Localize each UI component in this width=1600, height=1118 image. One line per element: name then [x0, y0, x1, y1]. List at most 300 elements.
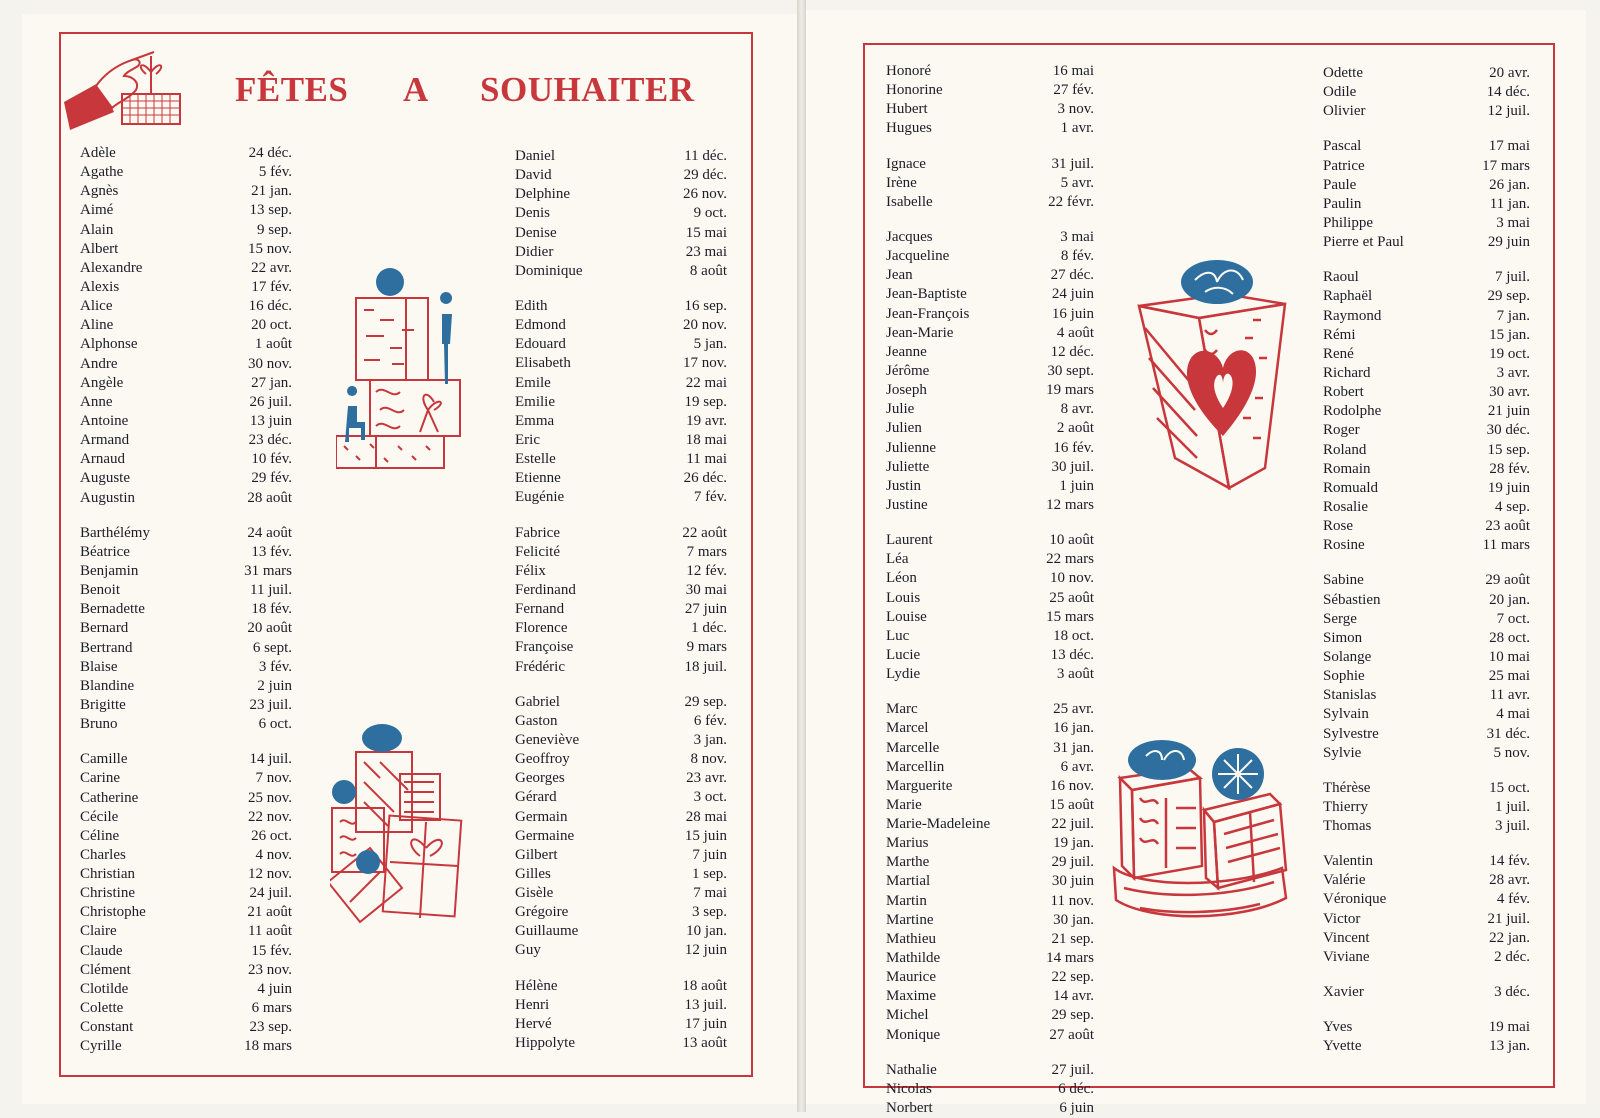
feast-date: 18 mars — [244, 1038, 292, 1055]
name-day-entry — [80, 696, 292, 715]
feast-date: 13 fév. — [251, 543, 292, 560]
name-day-entry — [1323, 779, 1530, 798]
feast-date: 19 juin — [1487, 479, 1530, 496]
name-day-entry — [515, 600, 727, 619]
feast-date: 15 mai — [685, 224, 727, 241]
name-day-entry — [515, 335, 727, 354]
feast-date: 4 fév. — [1496, 891, 1530, 908]
feast-date: 24 juin — [1051, 286, 1094, 303]
first-name: Auguste — [80, 470, 130, 487]
name-day-entry — [886, 458, 1094, 477]
first-name: Rosalie — [1323, 498, 1368, 515]
feast-date: 27 jan. — [251, 374, 292, 391]
name-day-entry — [1323, 176, 1530, 195]
name-day-entry — [80, 715, 292, 734]
feast-date: 31 déc. — [1486, 725, 1530, 742]
feast-date: 23 sep. — [249, 1019, 292, 1036]
first-name: Sophie — [1323, 668, 1365, 685]
name-day-entry — [886, 987, 1094, 1006]
feast-date: 22 avr. — [251, 259, 292, 276]
feast-date: 7 jan. — [1496, 307, 1530, 324]
first-name: Nicolas — [886, 1080, 932, 1097]
feast-date: 28 oct. — [1489, 629, 1530, 646]
name-day-entry — [886, 81, 1094, 100]
name-day-entry — [80, 450, 292, 469]
name-day-entry — [515, 374, 727, 393]
feast-date: 2 juin — [257, 677, 292, 694]
first-name: Solange — [1323, 648, 1372, 665]
first-name: Sabine — [1323, 572, 1364, 589]
name-day-entry — [515, 581, 727, 600]
feast-date: 18 mai — [685, 431, 727, 448]
first-name: Marc — [886, 701, 918, 718]
feast-date: 6 oct. — [258, 716, 292, 733]
first-name: Grégoire — [515, 904, 569, 921]
feast-date: 12 juin — [684, 942, 727, 959]
name-day-entry — [1323, 326, 1530, 345]
first-name: Geneviève — [515, 731, 580, 748]
feast-date: 29 juin — [1487, 234, 1530, 251]
first-name: Julien — [886, 420, 922, 437]
first-name: Thomas — [1323, 818, 1372, 835]
first-name: Valentin — [1323, 853, 1373, 870]
feast-date: 2 août — [1056, 420, 1094, 437]
first-name: Yvette — [1323, 1038, 1362, 1055]
name-day-entry — [886, 872, 1094, 891]
group-spacer — [1323, 555, 1530, 571]
feast-date: 1 déc. — [691, 620, 727, 637]
first-name: Denise — [515, 224, 557, 241]
first-name: Maurice — [886, 969, 936, 986]
first-name: Cyrille — [80, 1038, 122, 1055]
first-name: Raphaël — [1323, 288, 1373, 305]
group-spacer — [80, 508, 292, 524]
feast-date: 14 mars — [1046, 950, 1094, 967]
feast-date: 7 nov. — [255, 770, 292, 787]
first-name: Agnès — [80, 183, 119, 200]
first-name: Ignace — [886, 155, 926, 172]
first-name: Honorine — [886, 82, 943, 99]
first-name: Etienne — [515, 470, 561, 487]
first-name: Félix — [515, 562, 546, 579]
feast-date: 20 nov. — [682, 317, 727, 334]
first-name: Justine — [886, 496, 928, 513]
name-day-entry — [886, 419, 1094, 438]
name-day-entry — [886, 247, 1094, 266]
name-day-entry — [515, 469, 727, 488]
name-day-entry — [80, 581, 292, 600]
first-name: Jacques — [886, 228, 933, 245]
name-day-entry — [80, 999, 292, 1018]
name-day-entry — [80, 374, 292, 393]
feast-date: 13 juin — [249, 412, 292, 429]
name-day-entry — [1323, 441, 1530, 460]
first-name: Léa — [886, 551, 909, 568]
name-day-entry — [515, 996, 727, 1015]
name-day-entry — [1323, 460, 1530, 479]
feast-date: 30 avr. — [1489, 384, 1530, 401]
name-day-entry — [1323, 536, 1530, 555]
feast-date: 5 nov. — [1493, 744, 1530, 761]
first-name: Victor — [1323, 910, 1361, 927]
name-day-entry — [80, 769, 292, 788]
name-day-entry — [886, 834, 1094, 853]
name-day-entry — [886, 930, 1094, 949]
feast-date: 15 nov. — [247, 240, 292, 257]
feast-date: 3 août — [1056, 666, 1094, 683]
feast-date: 11 nov. — [1050, 892, 1094, 909]
first-name: Albert — [80, 240, 119, 257]
feast-date: 7 fév. — [693, 489, 727, 506]
first-name: Aimé — [80, 202, 114, 219]
name-day-entry — [80, 658, 292, 677]
first-name: Thérèse — [1323, 779, 1371, 796]
name-day-entry — [886, 381, 1094, 400]
first-name: Louis — [886, 589, 921, 606]
feast-date: 21 août — [247, 904, 292, 921]
name-day-entry — [886, 228, 1094, 247]
name-day-entry — [515, 166, 727, 185]
feast-date: 29 sep. — [684, 693, 727, 710]
first-name: Andre — [80, 355, 118, 372]
feast-date: 16 nov. — [1049, 777, 1094, 794]
feast-date: 28 avr. — [1489, 872, 1530, 889]
first-name: Sylvie — [1323, 744, 1362, 761]
first-name: Joseph — [886, 382, 927, 399]
names-column-1 — [80, 144, 292, 1056]
first-name: Lucie — [886, 646, 921, 663]
name-day-entry — [1323, 983, 1530, 1002]
group-spacer — [886, 515, 1094, 531]
name-day-entry — [80, 789, 292, 808]
first-name: Gilbert — [515, 846, 558, 863]
first-name: Marcel — [886, 720, 929, 737]
feast-date: 29 sep. — [1051, 1007, 1094, 1024]
name-day-entry — [80, 524, 292, 543]
gift-boxes-bows-illustration — [1110, 738, 1305, 923]
name-day-entry — [886, 569, 1094, 588]
name-day-entry — [1323, 517, 1530, 536]
first-name: Rosine — [1323, 537, 1365, 554]
feast-date: 22 nov. — [247, 808, 292, 825]
first-name: Sylvain — [1323, 706, 1369, 723]
first-name: Odile — [1323, 84, 1357, 101]
name-day-entry — [80, 750, 292, 769]
name-day-entry — [886, 1080, 1094, 1099]
name-day-entry — [80, 619, 292, 638]
first-name: Julienne — [886, 439, 936, 456]
feast-date: 30 nov. — [247, 355, 292, 372]
name-day-entry — [80, 961, 292, 980]
feast-date: 27 juin — [684, 601, 727, 618]
first-name: Guillaume — [515, 923, 579, 940]
book-spine — [797, 0, 806, 1112]
name-day-entry — [515, 865, 727, 884]
feast-date: 23 déc. — [248, 432, 292, 449]
first-name: Marie-Madeleine — [886, 816, 991, 833]
feast-date: 14 juil. — [249, 751, 292, 768]
name-day-entry — [515, 827, 727, 846]
feast-date: 27 août — [1049, 1026, 1094, 1043]
feast-date: 6 juin — [1059, 1100, 1094, 1117]
name-day-entry — [515, 903, 727, 922]
first-name: Clément — [80, 961, 131, 978]
first-name: Julie — [886, 401, 915, 418]
first-name: Eric — [515, 431, 540, 448]
feast-date: 30 jan. — [1053, 911, 1094, 928]
name-day-entry — [886, 739, 1094, 758]
first-name: Henri — [515, 996, 550, 1013]
name-day-entry — [1323, 852, 1530, 871]
feast-date: 11 mai — [686, 451, 727, 468]
name-day-entry — [80, 278, 292, 297]
first-name: Denis — [515, 205, 550, 222]
feast-date: 7 juil. — [1494, 269, 1530, 286]
first-name: Edith — [515, 297, 548, 314]
feast-date: 30 sept. — [1047, 362, 1094, 379]
first-name: Gabriel — [515, 693, 560, 710]
name-day-entry — [886, 439, 1094, 458]
group-spacer — [80, 734, 292, 750]
feast-date: 11 jan. — [1489, 195, 1530, 212]
name-day-entry — [80, 639, 292, 658]
name-day-entry — [886, 477, 1094, 496]
name-day-entry — [886, 1061, 1094, 1080]
name-day-entry — [515, 769, 727, 788]
feast-date: 19 sep. — [684, 393, 727, 410]
first-name: Georges — [515, 770, 565, 787]
first-name: Céline — [80, 827, 120, 844]
name-day-entry — [80, 335, 292, 354]
feast-date: 24 août — [247, 524, 292, 541]
group-spacer — [1323, 967, 1530, 983]
first-name: Juliette — [886, 458, 930, 475]
first-name: Marguerite — [886, 777, 953, 794]
feast-date: 1 juin — [1059, 477, 1094, 494]
name-day-entry — [886, 496, 1094, 515]
name-day-entry — [80, 884, 292, 903]
feast-date: 12 mars — [1046, 496, 1094, 513]
feast-date: 22 août — [682, 524, 727, 541]
name-day-entry — [80, 1037, 292, 1056]
name-day-entry — [1323, 307, 1530, 326]
first-name: Patrice — [1323, 157, 1365, 174]
name-day-entry — [886, 892, 1094, 911]
feast-date: 7 mai — [693, 885, 727, 902]
first-name: Rodolphe — [1323, 403, 1382, 420]
feast-date: 9 sep. — [257, 221, 292, 238]
name-day-entry — [80, 163, 292, 182]
name-day-entry — [1323, 725, 1530, 744]
feast-date: 12 déc. — [1050, 343, 1094, 360]
first-name: Jean-Marie — [886, 324, 954, 341]
name-day-entry — [886, 155, 1094, 174]
feast-date: 18 fév. — [251, 601, 292, 618]
first-name: Bernard — [80, 620, 129, 637]
name-day-entry — [886, 266, 1094, 285]
feast-date: 3 avr. — [1496, 364, 1530, 381]
first-name: Estelle — [515, 451, 556, 468]
feast-date: 5 fév. — [258, 164, 292, 181]
first-name: Léon — [886, 570, 917, 587]
first-name: Emile — [515, 374, 551, 391]
name-day-entry — [80, 201, 292, 220]
first-name: Serge — [1323, 610, 1357, 627]
feast-date: 25 avr. — [1053, 701, 1094, 718]
name-day-entry — [1323, 648, 1530, 667]
first-name: Claude — [80, 942, 123, 959]
feast-date: 12 juil. — [1487, 103, 1530, 120]
feast-date: 16 sep. — [684, 297, 727, 314]
name-day-entry — [1323, 268, 1530, 287]
name-day-entry — [515, 884, 727, 903]
feast-date: 22 sep. — [1051, 969, 1094, 986]
first-name: Rose — [1323, 518, 1353, 535]
first-name: David — [515, 167, 552, 184]
first-name: Jean-Baptiste — [886, 286, 967, 303]
group-spacer — [515, 281, 727, 297]
feast-date: 23 nov. — [247, 961, 292, 978]
first-name: Nathalie — [886, 1061, 937, 1078]
first-name: Irène — [886, 174, 917, 191]
first-name: Claire — [80, 923, 117, 940]
first-name: Jeanne — [886, 343, 927, 360]
name-day-entry — [886, 646, 1094, 665]
first-name: Marcellin — [886, 758, 945, 775]
feast-date: 14 fév. — [1489, 853, 1530, 870]
name-day-entry — [515, 354, 727, 373]
group-spacer — [1323, 121, 1530, 137]
feast-date: 22 juil. — [1051, 816, 1094, 833]
feast-date: 3 mai — [1496, 214, 1530, 231]
feast-date: 25 nov. — [247, 789, 292, 806]
name-day-entry — [80, 865, 292, 884]
name-day-entry — [80, 393, 292, 412]
first-name: Augustin — [80, 489, 136, 506]
first-name: Yves — [1323, 1019, 1353, 1036]
feast-date: 26 jan. — [1489, 176, 1530, 193]
feast-date: 16 mai — [1052, 63, 1094, 79]
name-day-entry — [1323, 744, 1530, 763]
feast-date: 30 juin — [1051, 873, 1094, 890]
first-name: Simon — [1323, 629, 1363, 646]
name-day-entry — [886, 400, 1094, 419]
feast-date: 21 juil. — [1487, 910, 1530, 927]
name-day-entry — [515, 941, 727, 960]
feast-date: 3 oct. — [693, 789, 727, 806]
first-name: Gisèle — [515, 885, 554, 902]
feast-date: 3 déc. — [1494, 984, 1530, 1001]
first-name: Pierre et Paul — [1323, 234, 1404, 251]
first-name: Mathieu — [886, 930, 936, 947]
names-column-4 — [1323, 64, 1530, 1056]
first-name: Lydie — [886, 666, 921, 683]
first-name: Emilie — [515, 393, 555, 410]
name-day-entry — [80, 922, 292, 941]
feast-date: 16 jan. — [1053, 720, 1094, 737]
name-day-entry — [1323, 910, 1530, 929]
first-name: Paule — [1323, 176, 1357, 193]
feast-date: 1 avr. — [1060, 120, 1094, 137]
name-day-entry — [1323, 345, 1530, 364]
first-name: Louise — [886, 608, 927, 625]
first-name: Delphine — [515, 186, 570, 203]
name-day-entry — [515, 619, 727, 638]
name-day-entry — [1323, 929, 1530, 948]
name-day-entry — [80, 144, 292, 163]
feast-date: 8 nov. — [690, 751, 727, 768]
feast-date: 14 avr. — [1053, 988, 1094, 1005]
name-day-entry — [886, 665, 1094, 684]
name-day-entry — [515, 846, 727, 865]
feast-date: 19 mars — [1046, 382, 1094, 399]
first-name: Edmond — [515, 317, 566, 334]
feast-date: 8 avr. — [1060, 401, 1094, 418]
name-day-entry — [886, 362, 1094, 381]
feast-date: 25 août — [1049, 589, 1094, 606]
page-title: FÊTES A SOUHAITER — [235, 70, 695, 109]
first-name: Eugénie — [515, 489, 565, 506]
name-day-entry — [886, 119, 1094, 138]
feast-date: 6 avr. — [1060, 758, 1094, 775]
name-day-entry — [1323, 287, 1530, 306]
feast-date: 13 déc. — [1050, 646, 1094, 663]
feast-date: 20 oct. — [251, 317, 292, 334]
name-day-entry — [1323, 890, 1530, 909]
name-day-entry — [515, 922, 727, 941]
first-name: Isabelle — [886, 193, 933, 210]
name-day-entry — [515, 224, 727, 243]
name-day-entry — [1323, 102, 1530, 121]
feast-date: 16 déc. — [248, 298, 292, 315]
first-name: Camille — [80, 751, 128, 768]
first-name: Anne — [80, 393, 113, 410]
name-day-entry — [80, 431, 292, 450]
first-name: Valérie — [1323, 872, 1366, 889]
feast-date: 21 sep. — [1051, 930, 1094, 947]
feast-date: 28 août — [247, 489, 292, 506]
first-name: Germain — [515, 808, 568, 825]
group-spacer — [1323, 1002, 1530, 1018]
first-name: Daniel — [515, 148, 555, 164]
first-name: Justin — [886, 477, 922, 494]
name-day-entry — [886, 758, 1094, 777]
feast-date: 18 juil. — [684, 658, 727, 675]
name-day-entry — [80, 600, 292, 619]
feast-date: 3 sep. — [692, 904, 727, 921]
feast-date: 29 fév. — [251, 470, 292, 487]
first-name: Olivier — [1323, 103, 1366, 120]
feast-date: 11 avr. — [1489, 687, 1530, 704]
feast-date: 9 mars — [686, 639, 727, 656]
feast-date: 26 déc. — [683, 470, 727, 487]
name-day-entry — [80, 489, 292, 508]
group-spacer — [1323, 836, 1530, 852]
feast-date: 29 déc. — [683, 167, 727, 184]
feast-date: 3 nov. — [1057, 101, 1094, 118]
first-name: Catherine — [80, 789, 139, 806]
first-name: Benjamin — [80, 562, 139, 579]
name-day-entry — [886, 174, 1094, 193]
names-column-3 — [886, 62, 1094, 1118]
feast-date: 25 mai — [1488, 668, 1530, 685]
first-name: Brigitte — [80, 696, 126, 713]
name-day-entry — [1323, 705, 1530, 724]
feast-date: 6 sept. — [252, 639, 292, 656]
feast-date: 15 mars — [1046, 608, 1094, 625]
name-day-entry — [1323, 686, 1530, 705]
first-name: Gérard — [515, 789, 557, 806]
